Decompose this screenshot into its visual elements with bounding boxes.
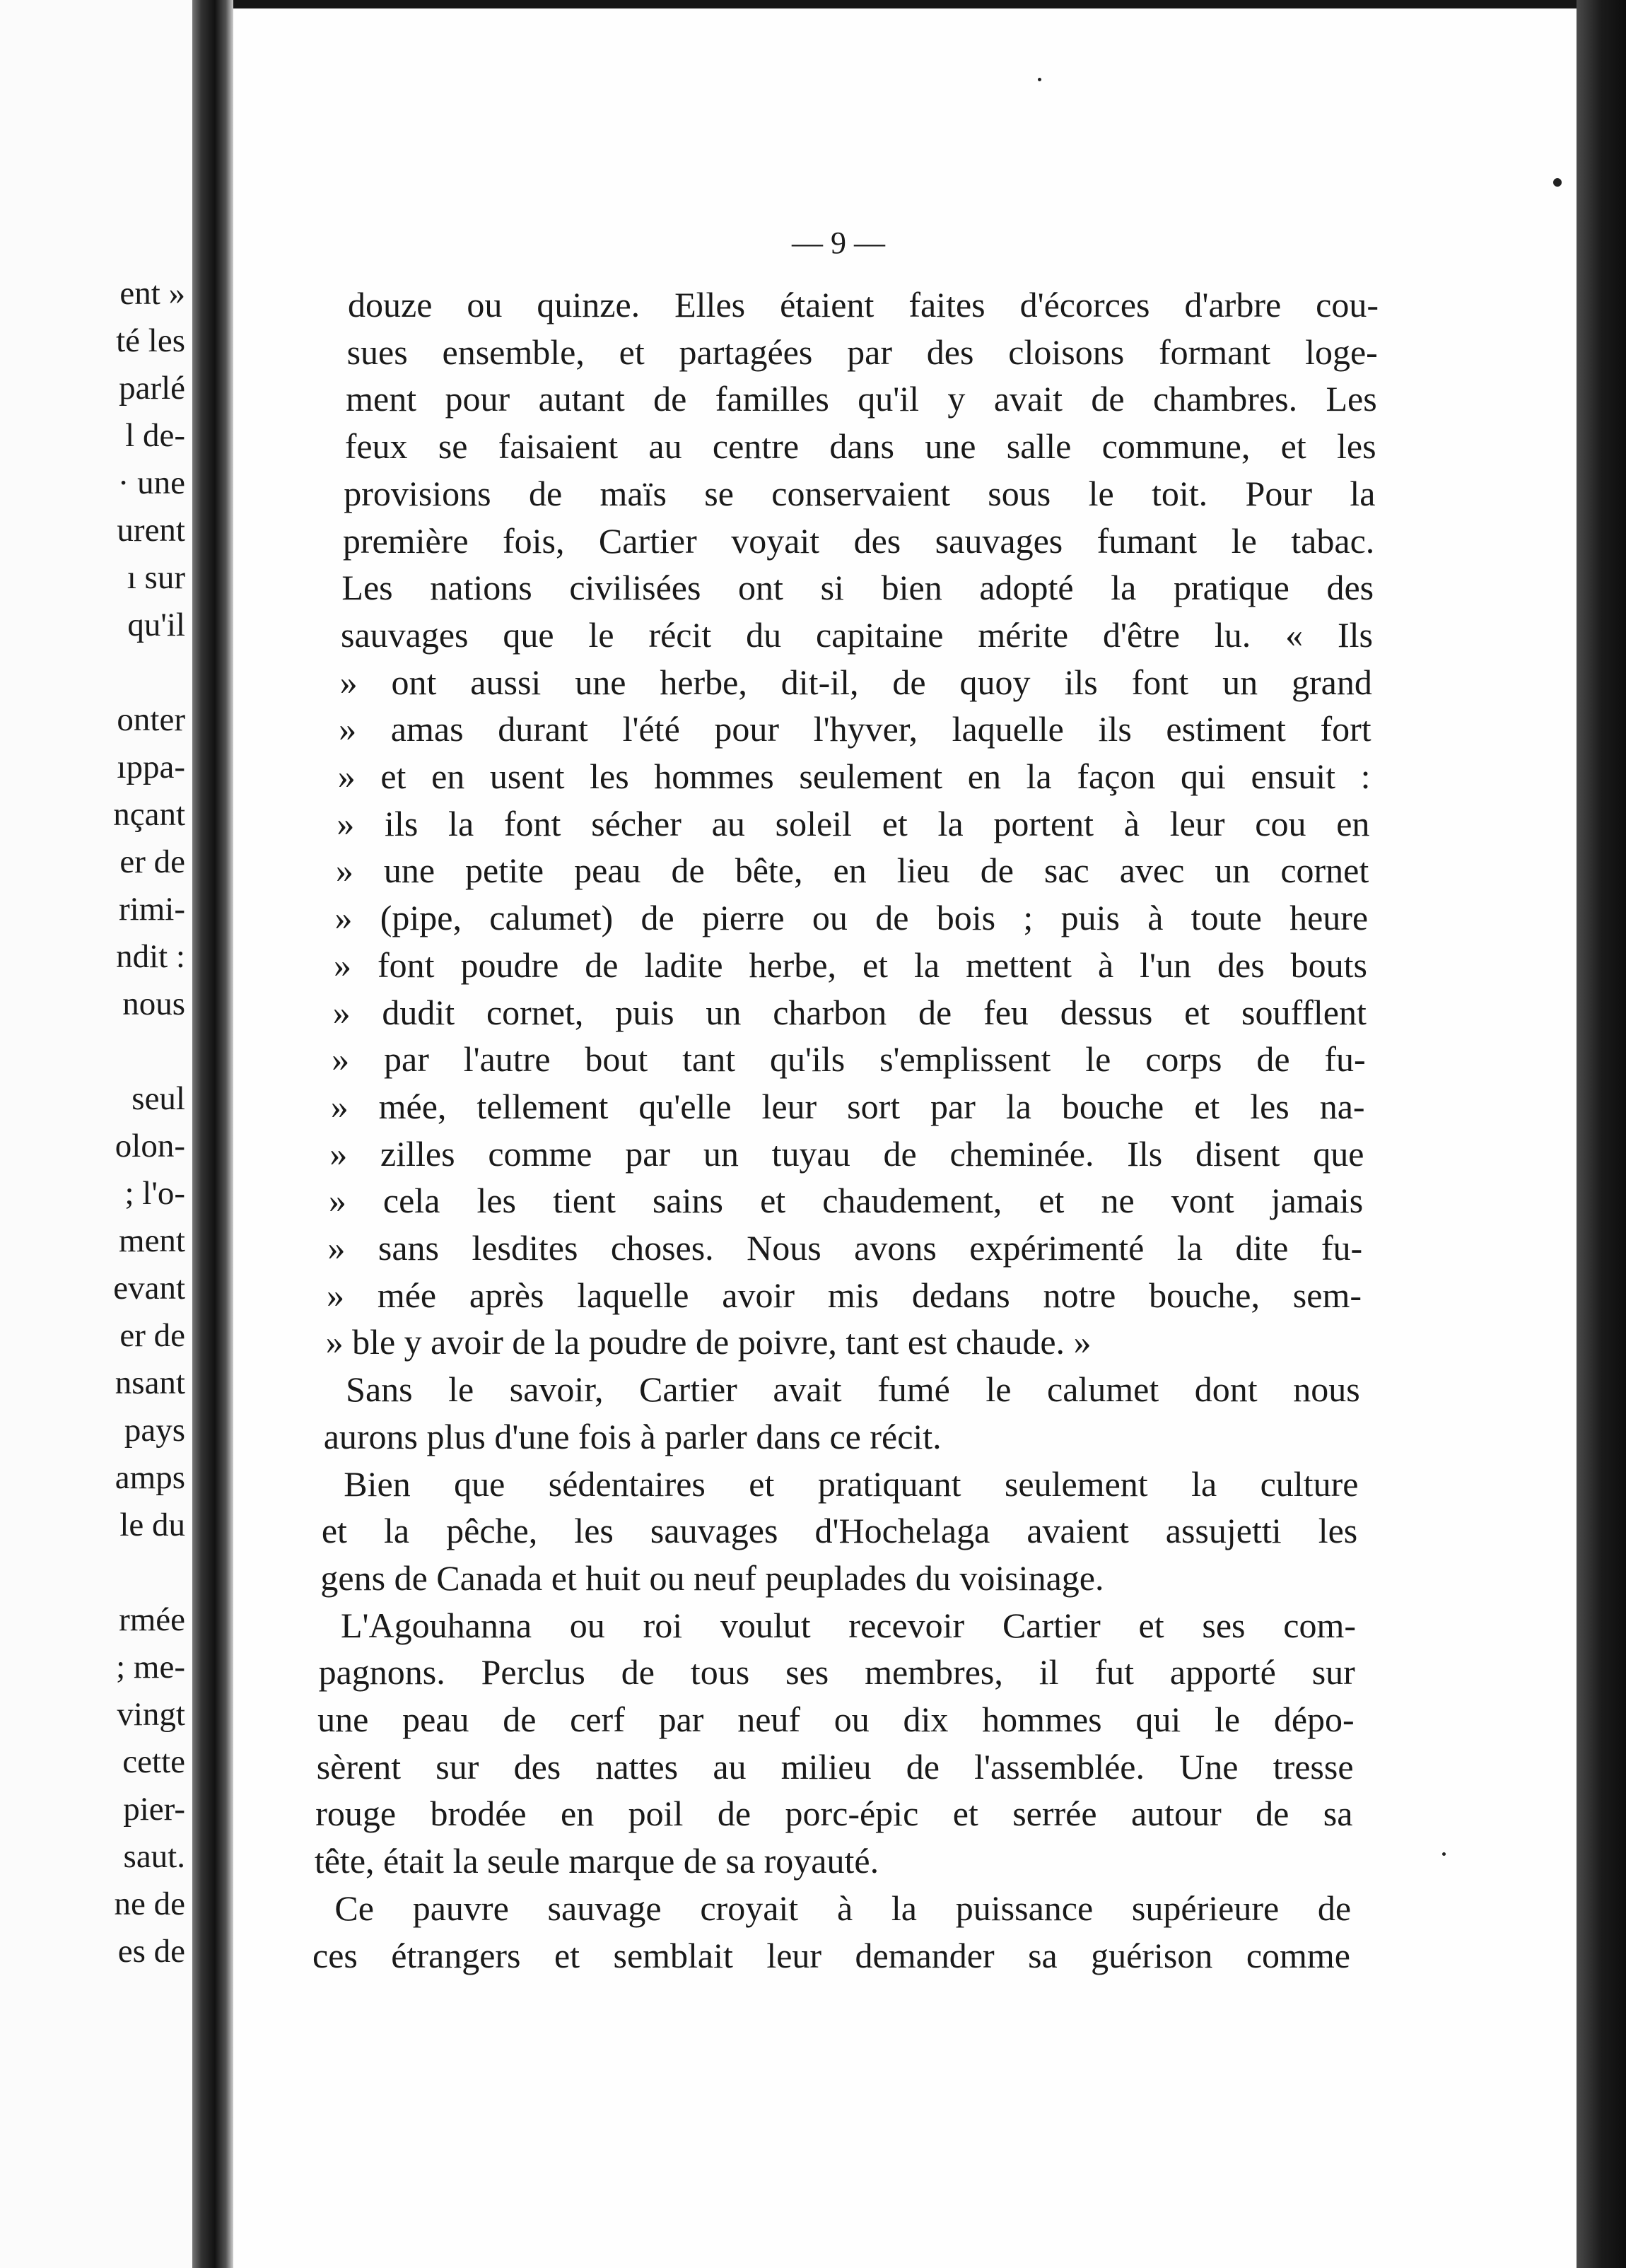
left-page-line: té les (116, 322, 185, 359)
left-page-line: nous (122, 986, 185, 1022)
text-line: provisions de maïs se conservaient sous le toit. Pour la (344, 473, 1376, 513)
speck (1442, 1852, 1446, 1856)
left-page-line: rmée (119, 1601, 185, 1638)
text-line: ment pour autant de familles qu'il y avait de chambres. Les (346, 379, 1377, 419)
text-line: une peau de cerf par neuf ou dix hommes qui le dépo- (317, 1700, 1355, 1739)
left-page-line: er de (119, 843, 185, 880)
left-page-line: saut. (123, 1838, 185, 1875)
text-line: » mée après laquelle avoir mis dedans notre bouche, sem- (327, 1275, 1362, 1315)
left-page-line: onter (117, 701, 185, 738)
text-line: Sans le savoir, Cartier avait fumé le calumet dont nous (346, 1369, 1360, 1410)
left-page-line: ; l'o- (124, 1175, 185, 1212)
left-page-line: parlé (119, 370, 185, 407)
left-page-line: seul (131, 1080, 185, 1117)
text-line: sues ensemble, et partagées par des cloisons formant loge- (346, 332, 1378, 372)
text-line: » zilles comme par un tuyau de cheminée. Ils disent que (329, 1133, 1364, 1174)
text-line: Les nations civilisées ont si bien adopté la pratique des (341, 568, 1374, 608)
left-page-line: nçant (113, 796, 185, 833)
left-page-fragment (0, 0, 192, 2268)
speck (1038, 78, 1041, 81)
text-line: douze ou quinze. Elles étaient faites d'écorces d'arbre cou- (348, 285, 1379, 325)
text-line: » ils la font sécher au soleil et la portent à leur cou en (337, 803, 1370, 843)
text-line: » dudit cornet, puis un charbon de feu dessus et soufflent (332, 992, 1367, 1032)
text-line: » ble y avoir de la poudre de poivre, tant est chaude. » (325, 1322, 1092, 1362)
left-page-line: · une (117, 464, 185, 501)
left-page-line: ndit : (116, 938, 185, 975)
text-line: tête, était la seule marque de sa royauté. (314, 1841, 879, 1881)
left-page-line: amps (115, 1459, 185, 1496)
text-line: sauvages que le récit du capitaine mérite d'être lu. « Ils (341, 614, 1373, 655)
text-line: rouge brodée en poil de porc-épic et serrée autour de sa (315, 1794, 1353, 1834)
left-page-line: pier- (123, 1791, 185, 1828)
text-line: » cela les tient sains et chaudement, et ne vont jamais (328, 1181, 1364, 1221)
left-page-line: le du (119, 1507, 185, 1543)
page-right-edge (1577, 0, 1626, 2268)
left-page-line: ent » (119, 275, 185, 312)
left-page-line: ı sur (127, 559, 185, 596)
text-line: » ont aussi une herbe, dit-il, de quoy ils font un grand (339, 662, 1372, 702)
left-page-line: evant (113, 1270, 185, 1307)
left-page-line: nsant (115, 1364, 185, 1401)
text-line: L'Agouhanna ou roi voulut recevoir Cartier et ses com- (341, 1605, 1356, 1645)
left-page-line: olon- (115, 1128, 185, 1164)
text-line: ces étrangers et semblait leur demander sa guérison comme (312, 1935, 1350, 1975)
left-page-line: urent (117, 512, 185, 549)
left-page-line: rimi- (119, 891, 185, 928)
left-page-line: pays (124, 1412, 185, 1449)
speck (1553, 178, 1562, 187)
page-number: — 9 — (792, 226, 885, 260)
binding-edge (215, 0, 233, 2268)
text-line: » et en usent les hommes seulement en la façon qui ensuit : (337, 756, 1371, 796)
left-page-line: es de (117, 1933, 185, 1970)
left-page-line: cette (122, 1743, 185, 1780)
text-line: gens de Canada et huit ou neuf peuplades du voisinage. (320, 1557, 1104, 1598)
text-line: » (pipe, calumet) de pierre ou de bois ; puis à toute heure (334, 898, 1369, 938)
text-line: » mée, tellement qu'elle leur sort par la bouche et les na- (330, 1086, 1365, 1126)
text-line: et la pêche, les sauvages d'Hochelaga avaient assujetti les (321, 1511, 1358, 1551)
text-line: pagnons. Perclus de tous ses membres, il fut apporté sur (318, 1652, 1355, 1693)
left-page-line: qu'il (127, 607, 185, 643)
text-line: » une petite peau de bête, en lieu de sac avec un cornet (335, 850, 1369, 891)
text-line: » font poudre de ladite herbe, et la mettent à l'un des bouts (334, 945, 1367, 985)
text-line: » sans lesdites choses. Nous avons expérimenté la dite fu- (327, 1228, 1363, 1268)
left-page-line: er de (119, 1317, 185, 1354)
text-line: feux se faisaient au centre dans une salle commune, et les (344, 426, 1376, 467)
text-line: » amas durant l'été pour l'hyver, laquelle ils estiment fort (339, 709, 1371, 749)
left-page-line: ; me- (116, 1649, 185, 1685)
text-line: aurons plus d'une fois à parler dans ce récit. (323, 1416, 942, 1456)
left-page-line: vingt (117, 1696, 185, 1733)
left-page-line: l de- (125, 417, 185, 454)
text-line: première fois, Cartier voyait des sauvages fumant le tabac. (342, 520, 1375, 561)
left-page-line: ıppa- (117, 749, 185, 785)
text-line: Bien que sédentaires et pratiquant seulement la culture (344, 1463, 1359, 1504)
binding-gutter (192, 0, 215, 2268)
text-line: » par l'autre bout tant qu'ils s'emplissent le corps de fu- (332, 1039, 1366, 1080)
text-line: Ce pauvre sauvage croyait à la puissance supérieure de (334, 1888, 1352, 1928)
left-page-line: ment (119, 1222, 185, 1259)
text-line: sèrent sur des nattes au milieu de l'assemblée. Une tresse (316, 1746, 1354, 1787)
left-page-line: ne de (114, 1886, 185, 1922)
